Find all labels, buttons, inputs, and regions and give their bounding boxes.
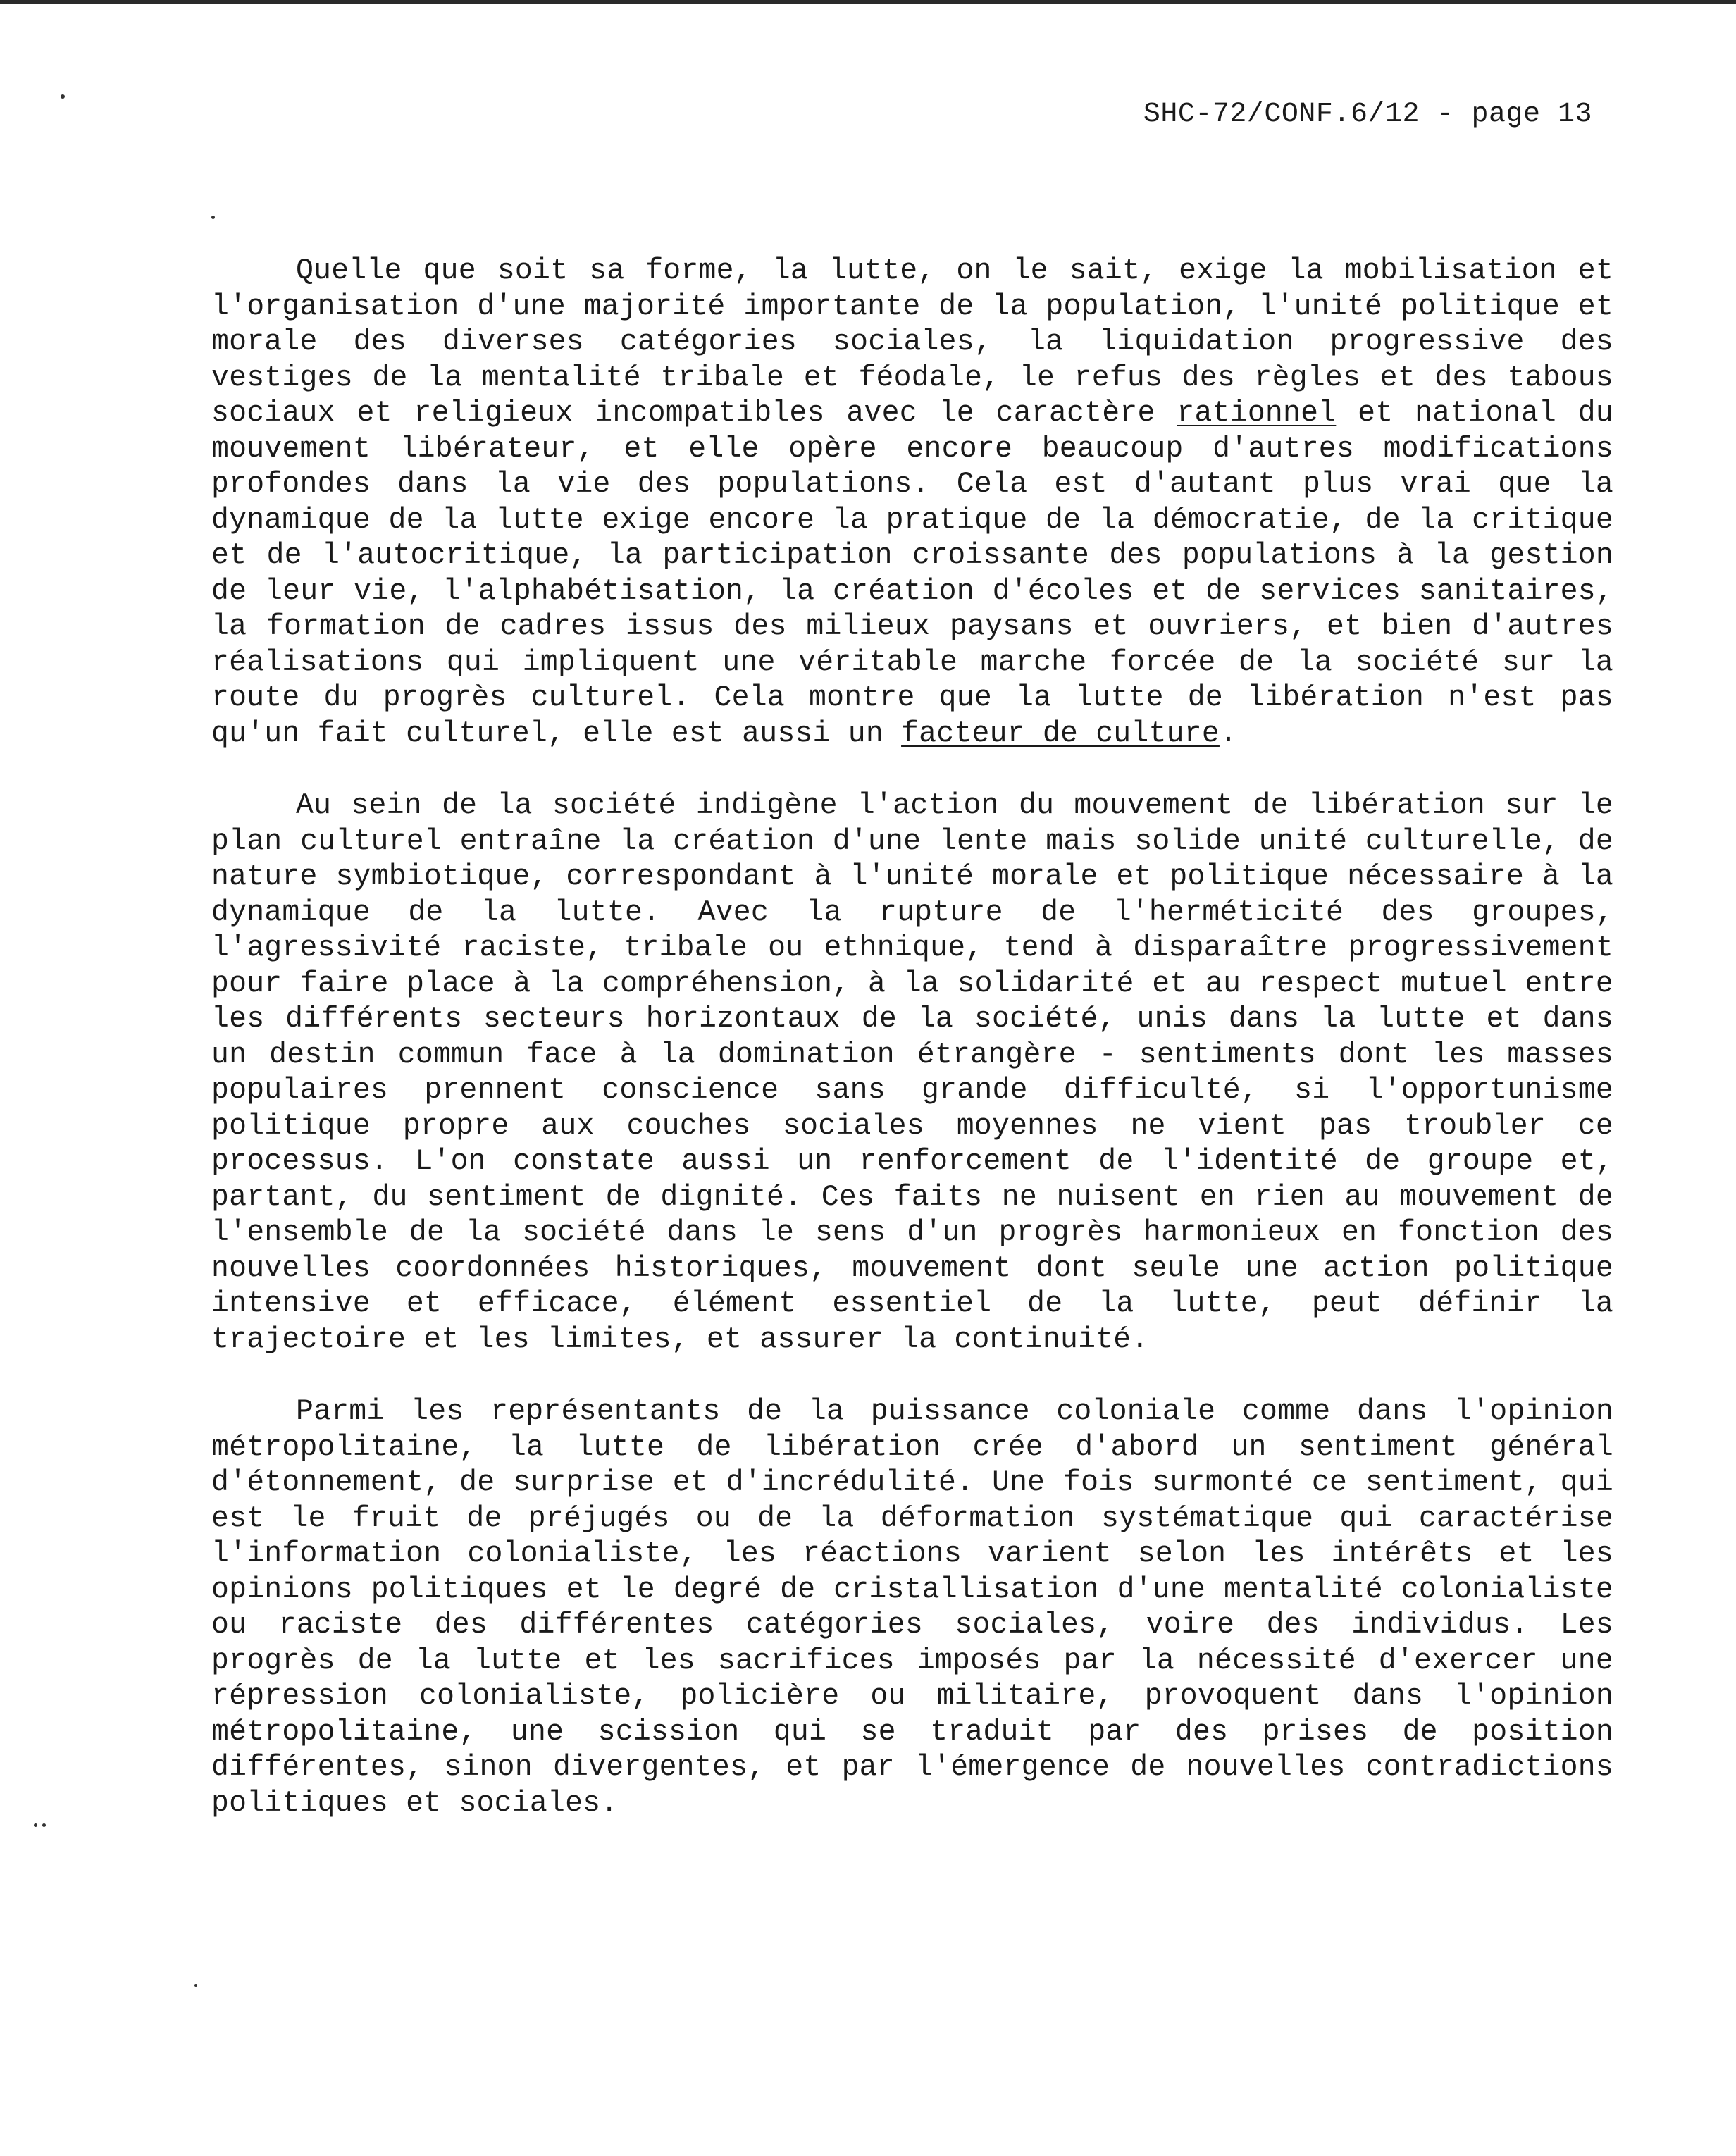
underlined-term-rationnel: rationnel	[1177, 397, 1337, 430]
paragraph-2: Au sein de la société indigène l'action du mouvement de libération sur le plan culturel entraîne la création d'une lente mais solide unité culturelle, de nature symbiotique, correspondant à l'unité morale et politique nécessaire à la dynamique de la lutte. Avec la rupture de l'herméticité des groupes, l'agressivité raciste, tribale ou ethnique, tend à disparaître progressivement pour faire place à la compréhension, à la solidarité et au respect mutuel entre les différents secteurs horizontaux de la société, unis dans la lutte et dans un destin commun face à la domination étrangère - sentiments dont les masses populaires prennent conscience sans grande difficulté, si l'opportunisme politique propre aux couches sociales moyennes ne vient pas troubler ce processus. L'on constate aussi un renforcement de l'identité de groupe et, partant, du sentiment de dignité. Ces faits ne nuisent en rien au mouvement de l'ensemble de la société dans le sens d'un progrès harmonieux en fonction des nouvelles coordonnées historiques, mouvement dont seule une action politique intensive et efficace, élément essentiel de la lutte, peut définir la trajectoire et les limites, et assurer la continuité.	[211, 789, 1613, 1356]
paragraph-3: Parmi les représentants de la puissance coloniale comme dans l'opinion métropolitaine, la lutte de libération crée d'abord un sentiment général d'étonnement, de surprise et d'incrédulité. Une fois surmonté ce sentiment, qui est le fruit de préjugés ou de la déformation systématique qui caractérise l'information colonialiste, les réactions varient selon les intérêts et les opinions politiques et le degré de cristallisation d'une mentalité colonialiste ou raciste des différentes catégories sociales, voire des individus. Les progrès de la lutte et les sacrifices imposés par la nécessité d'exercer une répression colonialiste, policière ou militaire, provoquent dans l'opinion métropolitaine, une scission qui se traduit par des prises de position différentes, sinon divergentes, et par l'émergence de nouvelles contradictions politiques et sociales.	[211, 1395, 1613, 1820]
scan-speck	[61, 94, 65, 99]
underlined-term-facteur-de-culture: facteur de culture	[901, 717, 1220, 750]
paragraph-1-text-c: .	[1219, 717, 1238, 750]
scan-top-edge	[0, 0, 1736, 4]
scan-speck	[211, 216, 215, 219]
page-reference-header: SHC-72/CONF.6/12 - page 13	[1143, 99, 1592, 130]
document-body	[211, 254, 1613, 1858]
scan-speck	[34, 1823, 37, 1827]
paragraph-1-text-b: et national du mouvement libérateur, et elle opère encore beaucoup d'autres modifications profondes dans la vie des populations. Cela est d'autant plus vrai que la dynamique de la lutte exige encore la pratique de la démocratie, de la critique et de l'autocritique, la participation croissante des populations à la gestion de leur vie, l'alphabétisation, la création d'écoles et de services sanitaires, la formation de cadres issus des milieux paysans et ouvriers, et bien d'autres réalisations qui impliquent une véritable marche forcée de la société sur la route du progrès culturel. Cela montre que la lutte de libération n'est pas qu'un fait culturel, elle est aussi un	[211, 397, 1613, 750]
paragraph-1-text-a: Quelle que soit sa forme, la lutte, on le sait, exige la mobilisation et l'organisation d'une majorité importante de la population, l'unité politique et morale des diverses catégories sociales, la liquidation progressive des vestiges de la mentalité tribale et féodale, le refus des règles et des tabous sociaux et religieux incompatibles avec le caractère	[211, 254, 1613, 430]
paragraph-1	[211, 254, 1613, 752]
scan-speck	[42, 1823, 46, 1827]
scan-speck	[194, 1984, 197, 1987]
